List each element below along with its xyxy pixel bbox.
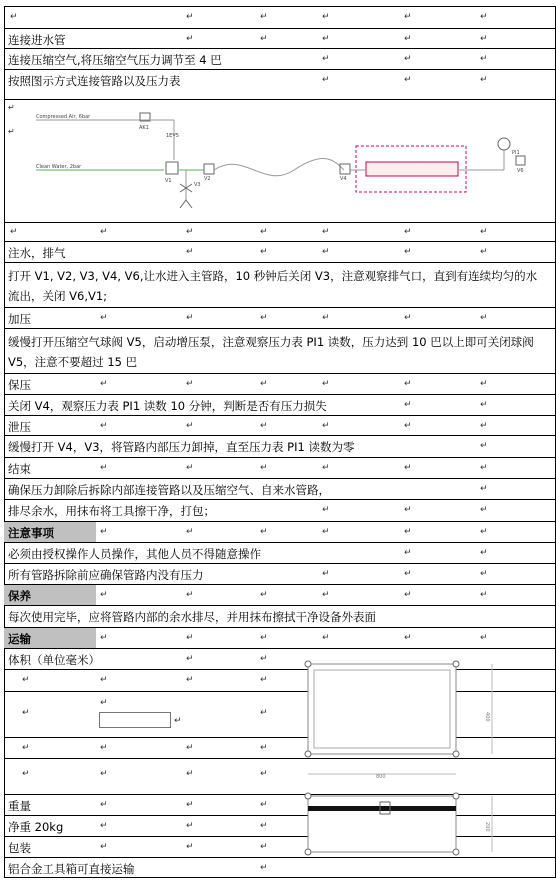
table-row: [4, 6, 556, 28]
paragraph-mark: ↵: [480, 463, 488, 473]
paragraph-mark: ↵: [404, 505, 412, 515]
step-heading: 结束: [8, 462, 31, 476]
paragraph-mark: ↵: [186, 743, 194, 753]
table-row: [4, 605, 556, 627]
paragraph-mark: ↵: [260, 842, 268, 852]
table-row: [4, 499, 556, 521]
paragraph-mark: ↵: [186, 227, 194, 237]
corner-symbol: [453, 793, 459, 799]
table-row: [4, 69, 556, 99]
table-row: [4, 457, 556, 478]
table-row: [4, 222, 556, 241]
width-dimension: 800: [376, 774, 386, 780]
table-row: [4, 394, 556, 415]
height-dimension: 400: [484, 712, 490, 722]
table-row: [4, 435, 556, 457]
step-text: 打开 V1, V2, V3, V4, V6,让水进入主管路，10 秒钟后关闭 V3，注意观察排气口，直到有连续均匀的水流出，关闭 V6,V1;: [8, 269, 538, 303]
paragraph-mark: ↵: [322, 379, 330, 389]
water-supply-label: Clean Water, 2bar: [36, 164, 82, 170]
drain-outlet-symbol: [180, 200, 192, 208]
paragraph-mark: ↵: [22, 743, 30, 753]
valve-v6-symbol: [516, 156, 525, 165]
paragraph-mark: ↵: [480, 590, 488, 600]
paragraph-mark: ↵: [100, 698, 108, 708]
paragraph-mark: ↵: [260, 863, 268, 873]
corner-symbol: [453, 849, 459, 855]
paragraph-mark: ↵: [260, 590, 268, 600]
paragraph-mark: ↵: [8, 127, 15, 136]
toolbox-lid-seam: [308, 806, 456, 811]
table-row: [4, 307, 556, 328]
paragraph-mark: ↵: [100, 633, 108, 643]
paragraph-mark: ↵: [404, 12, 412, 22]
step-heading: 注水，排气: [8, 246, 66, 260]
corner-symbol: [305, 751, 311, 757]
paragraph-mark: ↵: [322, 505, 330, 515]
paragraph-mark: ↵: [22, 708, 30, 718]
paragraph-mark: ↵: [186, 379, 194, 389]
paragraph-mark: ↵: [404, 247, 412, 257]
paragraph-mark: ↵: [186, 842, 194, 852]
paragraph-mark: ↵: [322, 633, 330, 643]
paragraph-mark: ↵: [322, 12, 330, 22]
table-row: [4, 415, 556, 435]
paragraph-mark: ↵: [480, 400, 488, 410]
paragraph-mark: ↵: [186, 421, 194, 431]
note-text: 所有管路拆除前应确保管路内没有压力: [8, 568, 204, 582]
table-row: [4, 241, 556, 262]
section-heading-cell: [4, 627, 96, 648]
paragraph-mark: ↵: [260, 633, 268, 643]
paragraph-mark: ↵: [322, 34, 330, 44]
paragraph-mark: ↵: [260, 227, 268, 237]
section-heading: 注意事项: [8, 526, 54, 540]
paragraph-mark: ↵: [322, 313, 330, 323]
step-text: 按照图示方式连接管路以及压力表: [8, 74, 181, 88]
packaging-label: 包装: [8, 841, 31, 855]
corner-symbol: [453, 661, 459, 667]
valve-v5-label: 1EV5: [166, 133, 179, 139]
table-row: [96, 584, 556, 605]
paragraph-mark: ↵: [404, 313, 412, 323]
volume-label: 体积（单位毫米）: [8, 653, 100, 667]
table-row: [4, 328, 556, 373]
paragraph-mark: ↵: [404, 421, 412, 431]
paragraph-mark: ↵: [100, 421, 108, 431]
paragraph-mark: ↵: [100, 743, 108, 753]
paragraph-mark: ↵: [186, 12, 194, 22]
paragraph-mark: ↵: [480, 548, 488, 558]
paragraph-mark: ↵: [322, 247, 330, 257]
toolbox-side-view: [308, 796, 456, 852]
paragraph-mark: ↵: [186, 821, 194, 831]
paragraph-mark: ↵: [480, 34, 488, 44]
paragraph-mark: ↵: [404, 54, 412, 64]
paragraph-mark: ↵: [480, 247, 488, 257]
section-heading-cell: [4, 584, 96, 605]
valve-v4-label: V4: [340, 176, 347, 182]
paragraph-mark: ↵: [480, 421, 488, 431]
paragraph-mark: ↵: [322, 527, 330, 537]
paragraph-mark: ↵: [186, 769, 194, 779]
piping-diagram-svg: [4, 100, 556, 223]
valve-v2-symbol: [204, 164, 214, 174]
toolbox-drawing: [300, 656, 500, 876]
table-row: [4, 542, 556, 563]
paragraph-mark: ↵: [260, 800, 268, 810]
weight-label: 重量: [8, 799, 31, 813]
paragraph-mark: ↵: [100, 313, 108, 323]
depth-dimension: 200: [484, 822, 490, 832]
paragraph-mark: ↵: [260, 313, 268, 323]
maintenance-text: 每次使用完毕，应将管路内部的余水排尽，并用抹布擦拭干净设备外表面: [8, 610, 376, 624]
step-text: 排尽余水，用抹布将工具擦干净，打包；: [8, 504, 215, 518]
paragraph-mark: ↵: [186, 675, 194, 685]
step-heading: 加压: [8, 312, 31, 326]
paragraph-mark: ↵: [22, 675, 30, 685]
valve-v2-label: V2: [204, 176, 211, 182]
paragraph-mark: ↵: [480, 484, 488, 494]
paragraph-mark: ↵: [404, 633, 412, 643]
paragraph-mark: ↵: [186, 313, 194, 323]
test-unit: [366, 162, 458, 176]
section-heading-cell: [4, 521, 96, 542]
paragraph-mark: ↵: [404, 75, 412, 85]
paragraph-mark: ↵: [260, 247, 268, 257]
paragraph-mark: ↵: [480, 527, 488, 537]
paragraph-mark: ↵: [186, 590, 194, 600]
paragraph-mark: ↵: [260, 769, 268, 779]
step-heading: 泄压: [8, 420, 31, 434]
pressure-gauge-symbol: [498, 138, 510, 150]
note-text: 必须由授权操作人员操作，其他人员不得随意操作: [8, 547, 261, 561]
paragraph-mark: ↵: [100, 379, 108, 389]
paragraph-mark: ↵: [260, 34, 268, 44]
step-text: 缓慢打开压缩空气球阀 V5，启动增压泵，注意观察压力表 PI1 读数，压力达到 10 巴以上即可关闭球阀 V5，注意不要超过 15 巴: [8, 335, 534, 369]
paragraph-mark: ↵: [404, 548, 412, 558]
valve-v6-label: V6: [517, 168, 524, 174]
corner-symbol: [305, 849, 311, 855]
valve-v1-symbol: [166, 162, 178, 174]
toolbox-top-view: [308, 664, 456, 754]
paragraph-mark: ↵: [186, 247, 194, 257]
paragraph-mark: ↵: [480, 379, 488, 389]
table-row: [4, 262, 556, 307]
table-row: [96, 521, 556, 542]
table-row: [96, 627, 556, 648]
paragraph-mark: ↵: [322, 54, 330, 64]
corner-symbol: [453, 751, 459, 757]
paragraph-mark: ↵: [186, 463, 194, 473]
ak1-label: AK1: [139, 125, 149, 131]
paragraph-mark: ↵: [480, 441, 488, 451]
paragraph-mark: ↵: [174, 716, 182, 726]
paragraph-mark: ↵: [404, 227, 412, 237]
air-supply-label: Compressed Air, 6bar: [36, 114, 91, 120]
paragraph-mark: ↵: [186, 34, 194, 44]
paragraph-mark: ↵: [260, 12, 268, 22]
paragraph-mark: ↵: [260, 743, 268, 753]
step-text: 连接压缩空气,将压缩空气压力调节至 4 巴: [8, 53, 222, 67]
section-heading: 保养: [8, 589, 31, 603]
paragraph-mark: ↵: [322, 227, 330, 237]
step-text: 确保压力卸除后拆除内部连接管路以及压缩空气、自来水管路，: [8, 483, 330, 497]
paragraph-mark: ↵: [100, 227, 108, 237]
paragraph-mark: ↵: [322, 590, 330, 600]
paragraph-mark: ↵: [480, 75, 488, 85]
valve-v3-label: V3: [194, 182, 201, 188]
paragraph-mark: ↵: [404, 569, 412, 579]
paragraph-mark: ↵: [404, 590, 412, 600]
paragraph-mark: ↵: [260, 654, 268, 664]
paragraph-mark: ↵: [260, 421, 268, 431]
paragraph-mark: ↵: [404, 34, 412, 44]
step-text: 缓慢打开 V4，V3，将管路内部压力卸掉，直至压力表 PI1 读数为零: [8, 440, 355, 454]
gauge-pi1-label: PI1: [512, 150, 520, 156]
paragraph-mark: ↵: [186, 654, 194, 664]
paragraph-mark: ↵: [404, 400, 412, 410]
paragraph-mark: ↵: [260, 527, 268, 537]
paragraph-mark: ↵: [260, 675, 268, 685]
table-row: [4, 28, 556, 48]
paragraph-mark: ↵: [404, 463, 412, 473]
hose: [214, 158, 344, 175]
paragraph-mark: ↵: [10, 227, 18, 237]
paragraph-mark: ↵: [100, 675, 108, 685]
paragraph-mark: ↵: [480, 54, 488, 64]
net-weight: 净重 20kg: [8, 820, 64, 834]
corner-symbol: [305, 793, 311, 799]
paragraph-mark: ↵: [480, 12, 488, 22]
table-row: [4, 478, 556, 499]
step-text: 连接进水管: [8, 33, 66, 47]
corner-symbol: [305, 661, 311, 667]
paragraph-mark: ↵: [100, 842, 108, 852]
piping-diagram: [4, 99, 556, 222]
paragraph-mark: ↵: [480, 505, 488, 515]
paragraph-mark: ↵: [22, 769, 30, 779]
paragraph-mark: ↵: [322, 421, 330, 431]
table-row: [4, 48, 556, 69]
paragraph-mark: ↵: [480, 633, 488, 643]
paragraph-mark: ↵: [404, 379, 412, 389]
paragraph-mark: ↵: [186, 633, 194, 643]
paragraph-mark: ↵: [100, 590, 108, 600]
paragraph-mark: ↵: [322, 463, 330, 473]
paragraph-mark: ↵: [100, 769, 108, 779]
packaging-text: 铝合金工具箱可直接运输: [8, 862, 135, 876]
paragraph-mark: ↵: [186, 800, 194, 810]
paragraph-mark: ↵: [8, 103, 15, 112]
paragraph-mark: ↵: [480, 227, 488, 237]
paragraph-mark: ↵: [322, 75, 330, 85]
paragraph-mark: ↵: [404, 527, 412, 537]
paragraph-mark: ↵: [100, 800, 108, 810]
valve-v1-label: V1: [165, 178, 172, 184]
table-row: [4, 373, 556, 394]
paragraph-mark: ↵: [260, 821, 268, 831]
paragraph-mark: ↵: [260, 379, 268, 389]
paragraph-mark: ↵: [260, 463, 268, 473]
step-heading: 保压: [8, 378, 31, 392]
paragraph-mark: ↵: [480, 569, 488, 579]
table-row: [4, 563, 556, 584]
paragraph-mark: ↵: [260, 708, 268, 718]
empty-textbox: [99, 712, 171, 728]
paragraph-mark: ↵: [100, 527, 108, 537]
paragraph-mark: ↵: [100, 821, 108, 831]
step-text: 关闭 V4，观察压力表 PI1 读数 10 分钟，判断是否有压力损失: [8, 399, 327, 413]
paragraph-mark: ↵: [480, 313, 488, 323]
toolbox-drawing-svg: [300, 656, 500, 876]
paragraph-mark: ↵: [100, 463, 108, 473]
valve-v4-symbol: [340, 164, 350, 174]
section-heading: 运输: [8, 632, 31, 646]
paragraph-mark: ↵: [322, 569, 330, 579]
paragraph-mark: ↵: [186, 527, 194, 537]
paragraph-mark: ↵: [10, 12, 18, 22]
